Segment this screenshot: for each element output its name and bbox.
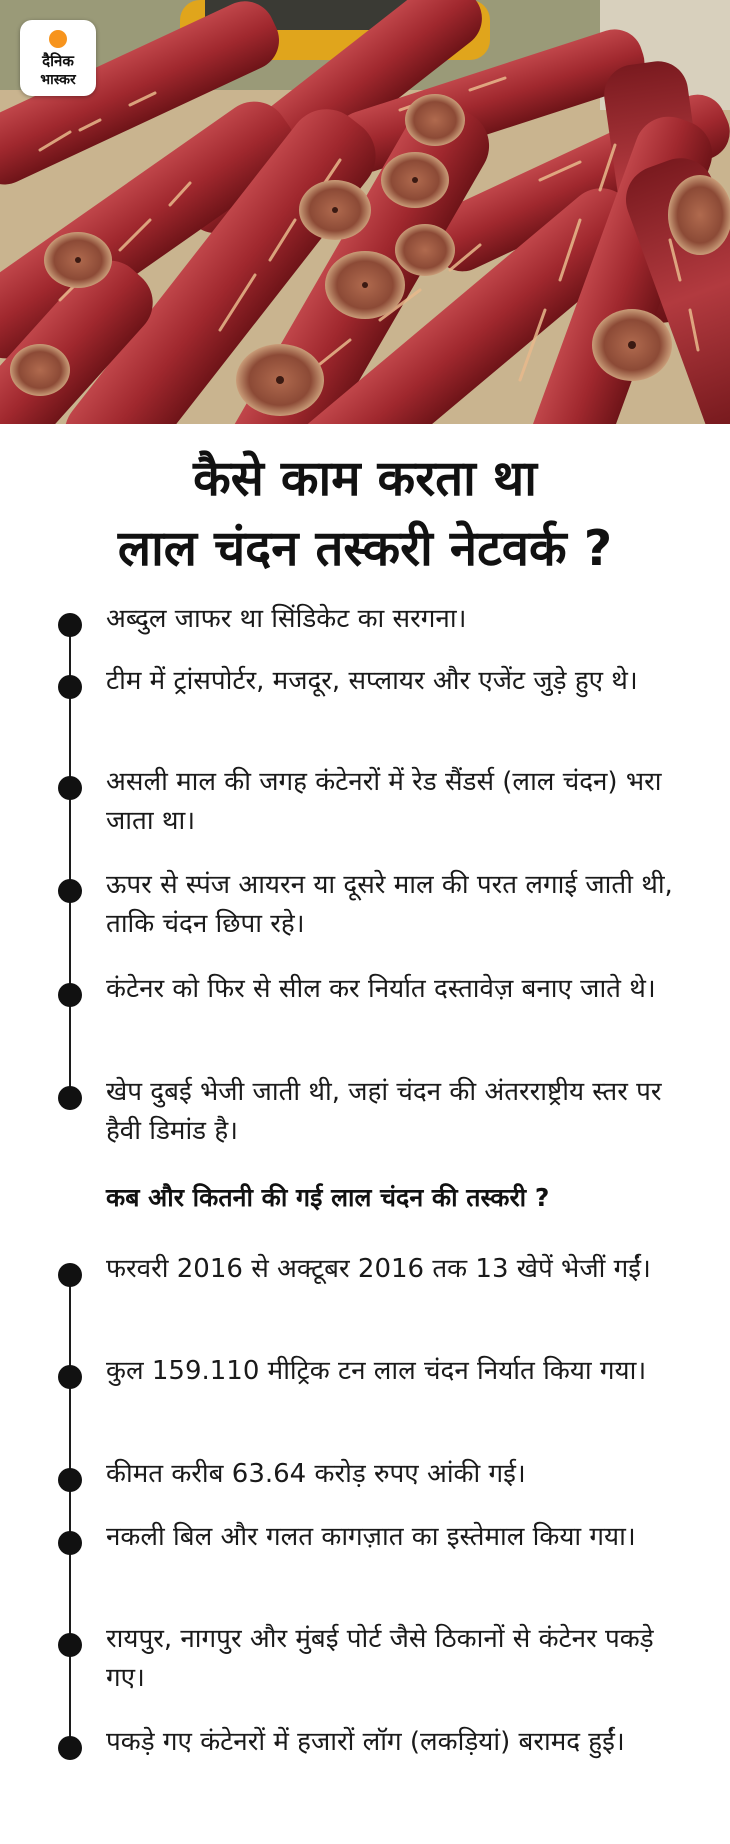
bullet-icon [58,1086,82,1110]
dainik-bhaskar-logo [20,20,96,96]
bullet-icon [58,1633,82,1657]
page-title [0,444,730,584]
bullet-icon [58,613,82,637]
title-line-1: कैसे काम करता था [193,450,537,507]
list-item-text: नकली बिल और गलत कागज़ात का इस्तेमाल किया गया। [106,1522,636,1552]
bullet-icon [58,1263,82,1287]
red-sandalwood-logs-image [0,0,730,424]
list-item-text: अब्दुल जाफर था सिंडिकेट का सरगना। [106,604,467,634]
list-item-text: कुल 159.110 मीट्रिक टन लाल चंदन निर्यात किया गया। [106,1356,647,1386]
list-item-text: पकड़े गए कंटेनरों में हजारों लॉग (लकड़ियां) बरामद हुईं। [106,1727,625,1757]
bullet-icon [58,1468,82,1492]
logo-sun-icon [49,30,67,48]
bullet-icon [58,879,82,903]
hero-image [0,0,730,424]
logo-text-line1: दैनिक [42,52,74,70]
bullet-icon [58,1531,82,1555]
list-item-text: ऊपर से स्पंज आयरन या दूसरे माल की परत लगाई जाती थी, ताकि चंदन छिपा रहे। [106,870,673,939]
timeline-line-smuggling [69,1268,71,1748]
section-subheading: कब और कितनी की गई लाल चंदन की तस्करी ? [106,1183,550,1212]
bullet-icon [58,675,82,699]
list-item-text: कीमत करीब 63.64 करोड़ रुपए आंकी गई। [106,1459,526,1489]
list-item-text: रायपुर, नागपुर और मुंबई पोर्ट जैसे ठिकानों से कंटेनर पकड़े गए। [106,1624,654,1693]
list-item-text: फरवरी 2016 से अक्टूबर 2016 तक 13 खेपें भेजीं गईं। [106,1254,651,1284]
list-item-text: कंटेनर को फिर से सील कर निर्यात दस्तावेज़ बनाए जाते थे। [106,974,656,1004]
title-line-2: लाल चंदन तस्करी नेटवर्क ? [117,520,613,577]
logo-text-line2: भास्कर [40,72,76,88]
bullet-icon [58,776,82,800]
list-item-text: असली माल की जगह कंटेनरों में रेड सैंडर्स (लाल चंदन) भरा जाता था। [106,767,662,836]
bullet-icon [58,983,82,1007]
bullet-icon [58,1365,82,1389]
bullet-icon [58,1736,82,1760]
list-item-text: टीम में ट्रांसपोर्टर, मजदूर, सप्लायर और एजेंट जुड़े हुए थे। [106,666,638,696]
list-item-text: खेप दुबई भेजी जाती थी, जहां चंदन की अंतरराष्ट्रीय स्तर पर हैवी डिमांड है। [106,1077,662,1146]
